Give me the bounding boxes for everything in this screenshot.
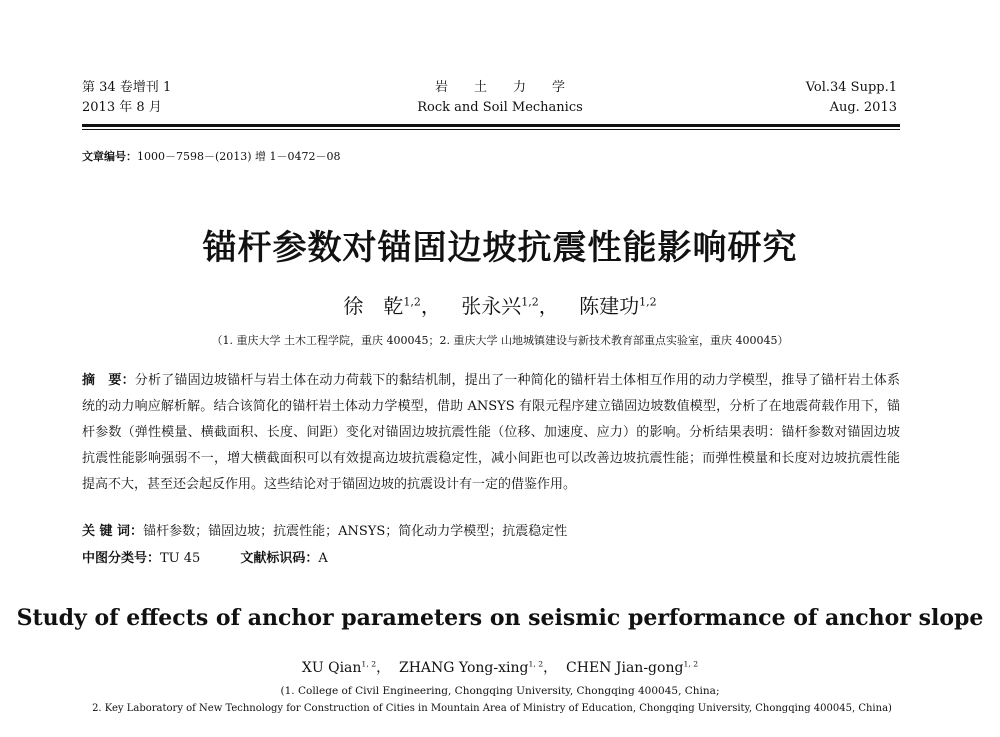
journal-name-en: Rock and Soil Mechanics [417, 100, 583, 115]
header-rule-thin [82, 129, 900, 130]
doc-code-value: A [318, 551, 328, 566]
author-cn: 徐 乾$^{1,2}$ [343, 294, 421, 318]
abstract-text: 分析了锚固边坡锚杆与岩土体在动力荷载下的黏结机制，提出了一种简化的锚杆岩土体相互作用的动力学模型，推导了锚杆岩土体系统的动力响应解析解。结合该简化的锚杆岩土体动力学模型，借助 ANSYS 有限元程序建立锚固边坡数值模型，分析了在地震荷载作用下，锚杆参数（弹性模量、横截面积、长度、间距）变化对锚固边坡抗震性能（位移、加速度、应力）的影响。分析结果表明：锚杆参数对锚固边坡抗震性能影响强弱不一，增大横截面积可以有效提高边坡抗震稳定性，减小间距也可以改善边坡抗震性能；而弹性模量和长度对边坡抗震性能提高不大，甚至还会起反作用。这些结论对于锚固边坡的抗震设计有一定的借鉴作用。 [82, 373, 900, 492]
header-rule-thick [82, 124, 900, 127]
clc-label: 中图分类号： [82, 551, 161, 566]
affiliation-en-line1: (1. College of Civil Engineering, Chongqing University, Chongqing 400045, China; [280, 685, 720, 697]
volume-issue: 第 34 卷增刊 1 [82, 80, 172, 95]
abstract-label: 摘 要： [82, 373, 135, 388]
author-cn: 张永兴$^{1,2}$ [461, 294, 539, 318]
doc-code-label: 文献标识码： [240, 551, 319, 566]
classification [82, 547, 328, 566]
publication-date-en: Aug. 2013 [829, 100, 897, 115]
article-number-value: 1000－7598－(2013) 增 1－0472－08 [137, 150, 341, 163]
author-cn: 陈建功$^{1,2}$ [579, 294, 657, 318]
journal-volume-info-en [806, 78, 897, 118]
affiliation-cn: （1. 重庆大学 土木工程学院，重庆 400045；2. 重庆大学 山地城镇建设与新技术教育部重点实验室，重庆 400045） [211, 334, 789, 347]
keywords-label: 关 键 词： [82, 524, 144, 539]
author-en: CHEN Jian-gong$^{1, 2}$ [566, 659, 699, 676]
keywords [82, 520, 567, 539]
clc-value: TU 45 [160, 551, 201, 566]
publication-date: 2013 年 8 月 [82, 100, 162, 115]
author-en: ZHANG Yong-xing$^{1, 2}$ [399, 659, 544, 676]
affiliation-en-line2: 2. Key Laboratory of New Technology for Construction of Cities in Mountain Area of Ministry of Education, Chongqing University, Chongqing 400045, China) [92, 703, 892, 714]
abstract-cn [82, 368, 900, 498]
paper-title-cn: 锚杆参数对锚固边坡抗震性能影响研究 [202, 228, 798, 268]
article-number [82, 148, 341, 164]
article-number-label: 文章编号： [82, 150, 137, 163]
volume-issue-en: Vol.34 Supp.1 [805, 80, 897, 95]
author-en: XU Qian$^{1, 2}$ [301, 659, 377, 676]
paper-title-en: Study of effects of anchor parameters on seismic performance of anchor slope [16, 605, 984, 631]
journal-name-cn: 岩土力学 [434, 80, 591, 95]
authors-en: XU Qian$^{1, 2}$， ZHANG Yong-xing$^{1, 2}$， CHEN Jian-gong$^{1, 2}$ [301, 659, 699, 676]
authors-cn: 徐 乾$^{1,2}$， 张永兴$^{1,2}$， 陈建功$^{1,2}$ [343, 294, 657, 318]
keywords-text: 锚杆参数；锚固边坡；抗震性能；ANSYS；简化动力学模型；抗震稳定性 [143, 524, 568, 539]
